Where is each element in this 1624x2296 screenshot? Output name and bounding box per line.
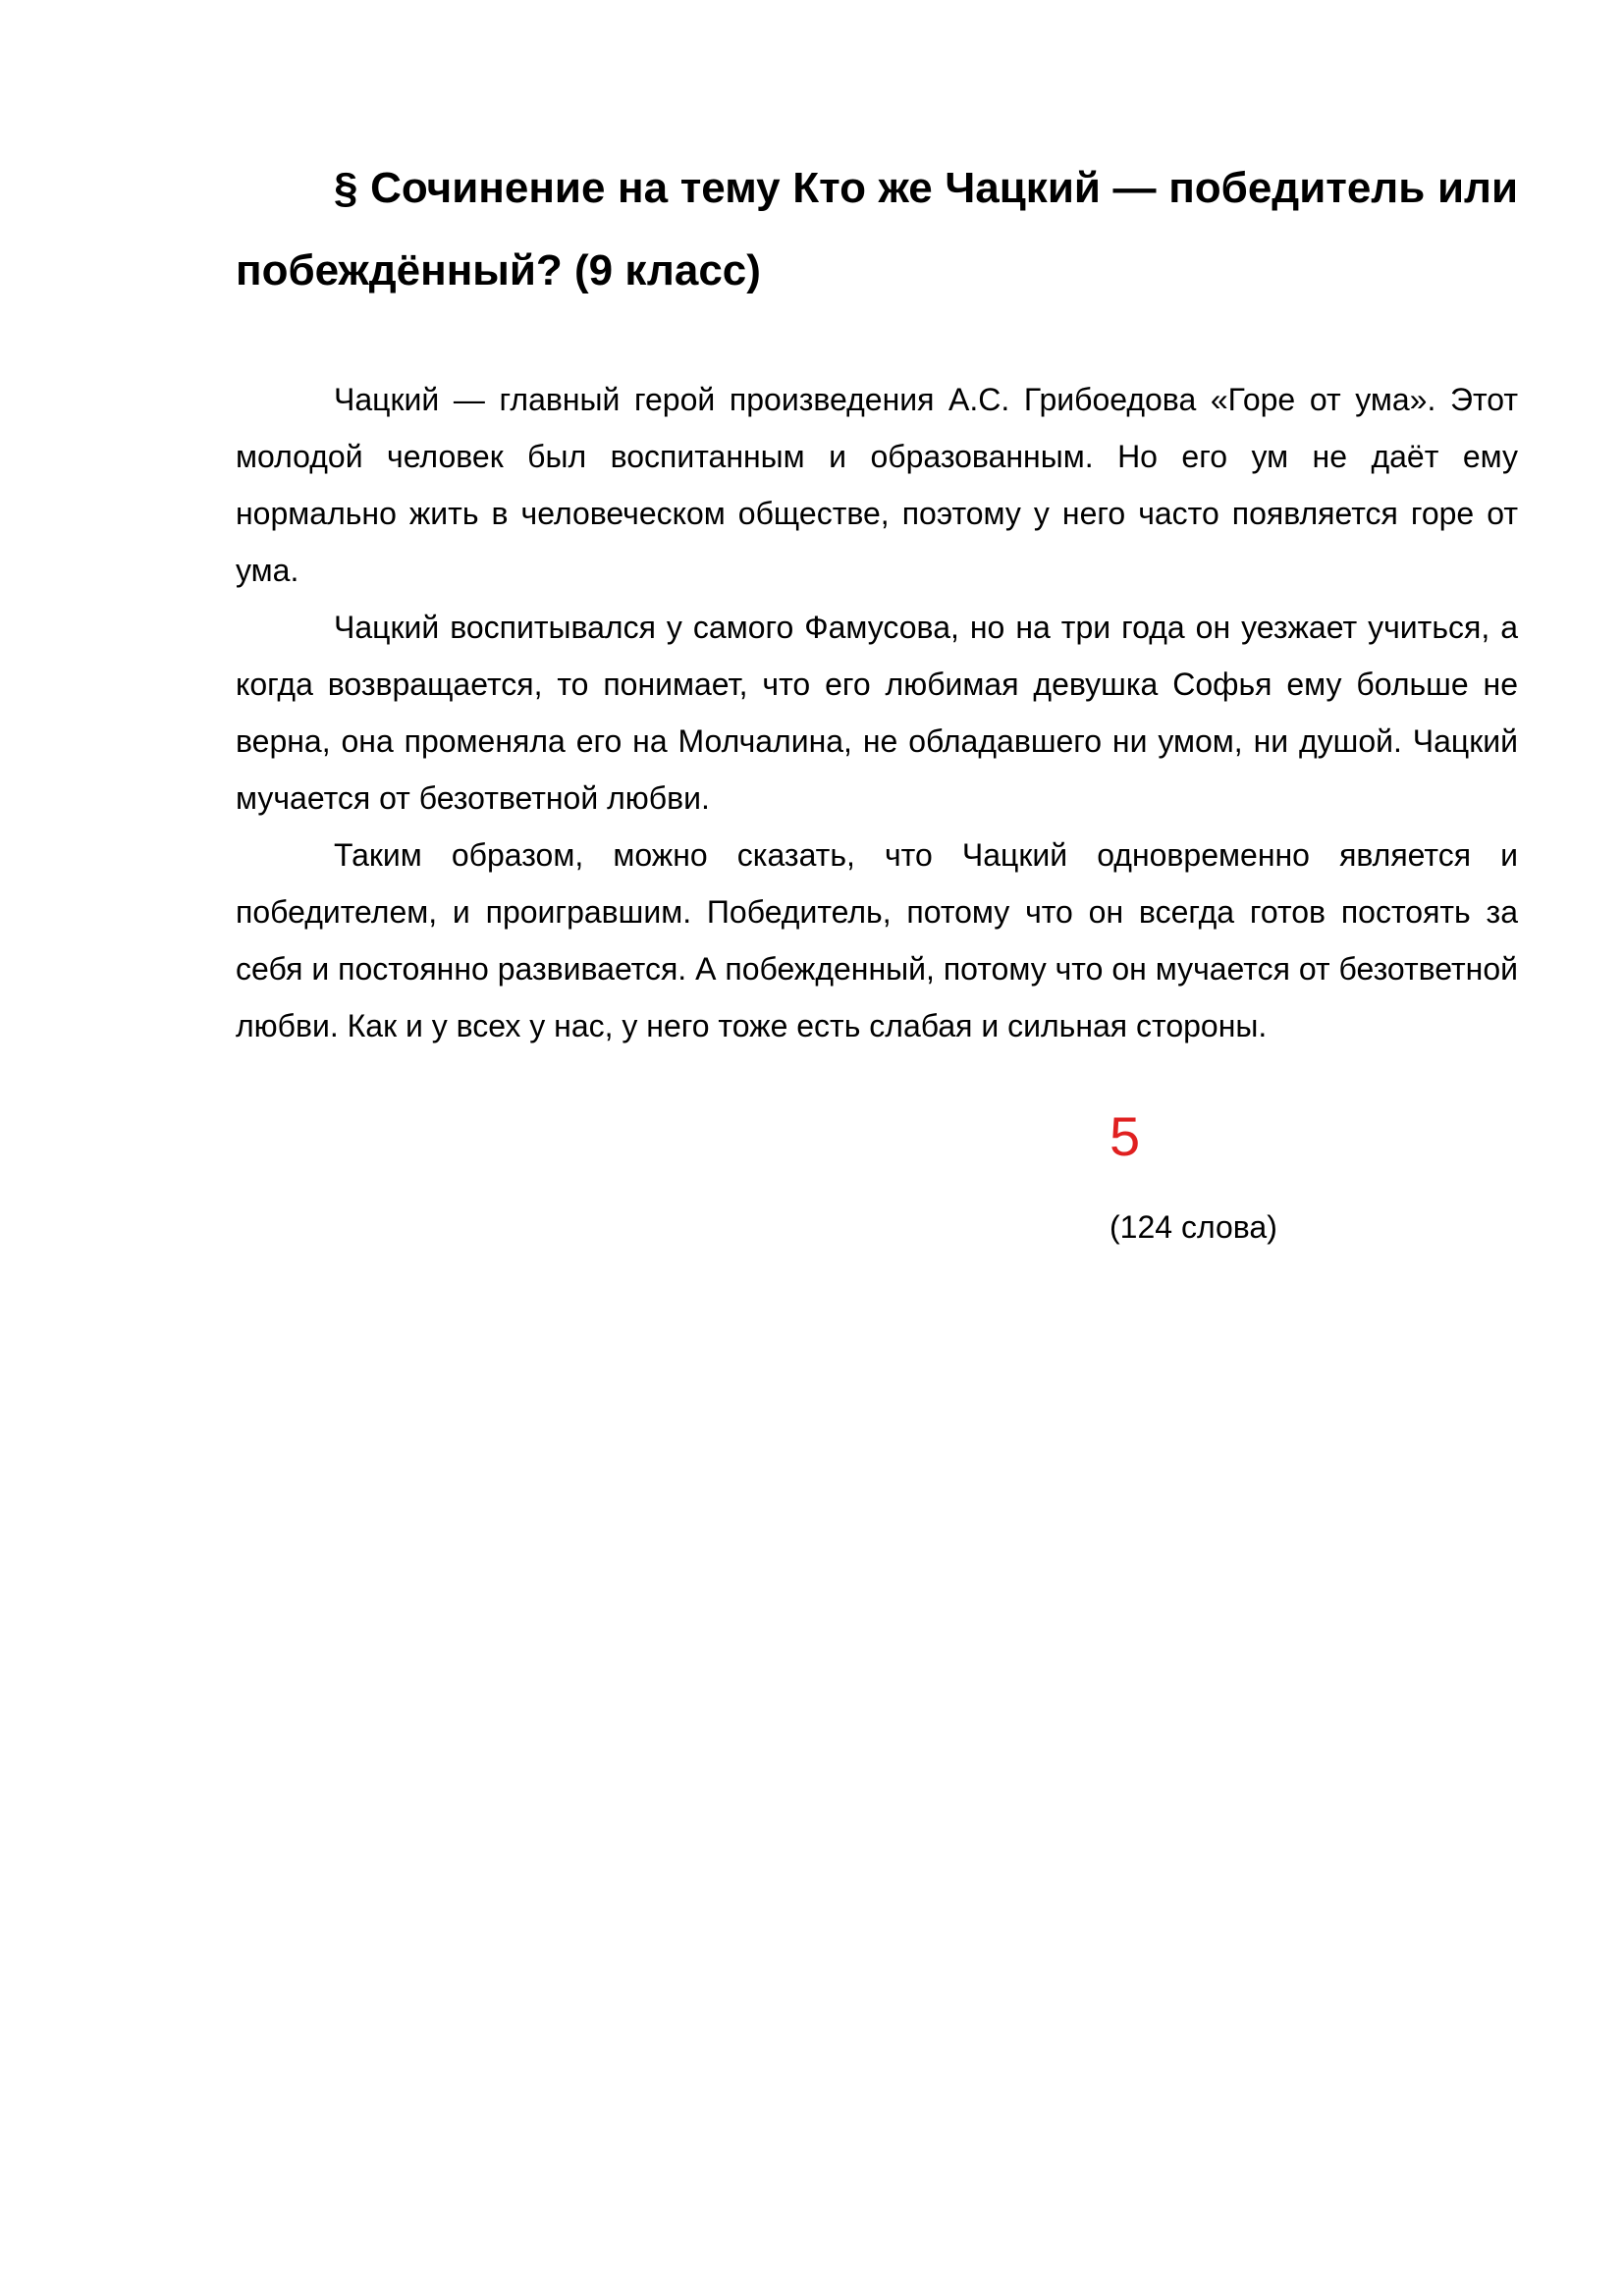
- grade-mark: 5: [1110, 1105, 1141, 1167]
- essay-body: [236, 371, 1518, 1054]
- essay-paragraph-3: Таким образом, можно сказать, что Чацкий одновременно является и победителем, и проигравшим. Победитель, потому что он всегда готов постоять за себя и постоянно развивается. А побежденный, потому что он мучается от безответной любви. Как и у всех у нас, у него тоже есть слабая и сильная стороны.: [236, 837, 1518, 1043]
- document-content: [236, 147, 1518, 1054]
- essay-paragraph-2: Чацкий воспитывался у самого Фамусова, но на три года он уезжает учиться, а когда возвращается, то понимает, что его любимая девушка Софья ему больше не верна, она променяла его на Молчалина, не обладавшего ни умом, ни душой. Чацкий мучается от безответной любви.: [236, 610, 1518, 816]
- essay-paragraph-1: Чацкий — главный герой произведения А.С. Грибоедова «Горе от ума». Этот молодой человек был воспитанным и образованным. Но его ум не даёт ему нормально жить в человеческом обществе, поэтому у него часто появляется горе от ума.: [236, 382, 1518, 588]
- essay-title: § Сочинение на тему Кто же Чацкий — победитель или побеждённый? (9 класс): [236, 164, 1518, 294]
- word-count: (124 слова): [1110, 1209, 1277, 1245]
